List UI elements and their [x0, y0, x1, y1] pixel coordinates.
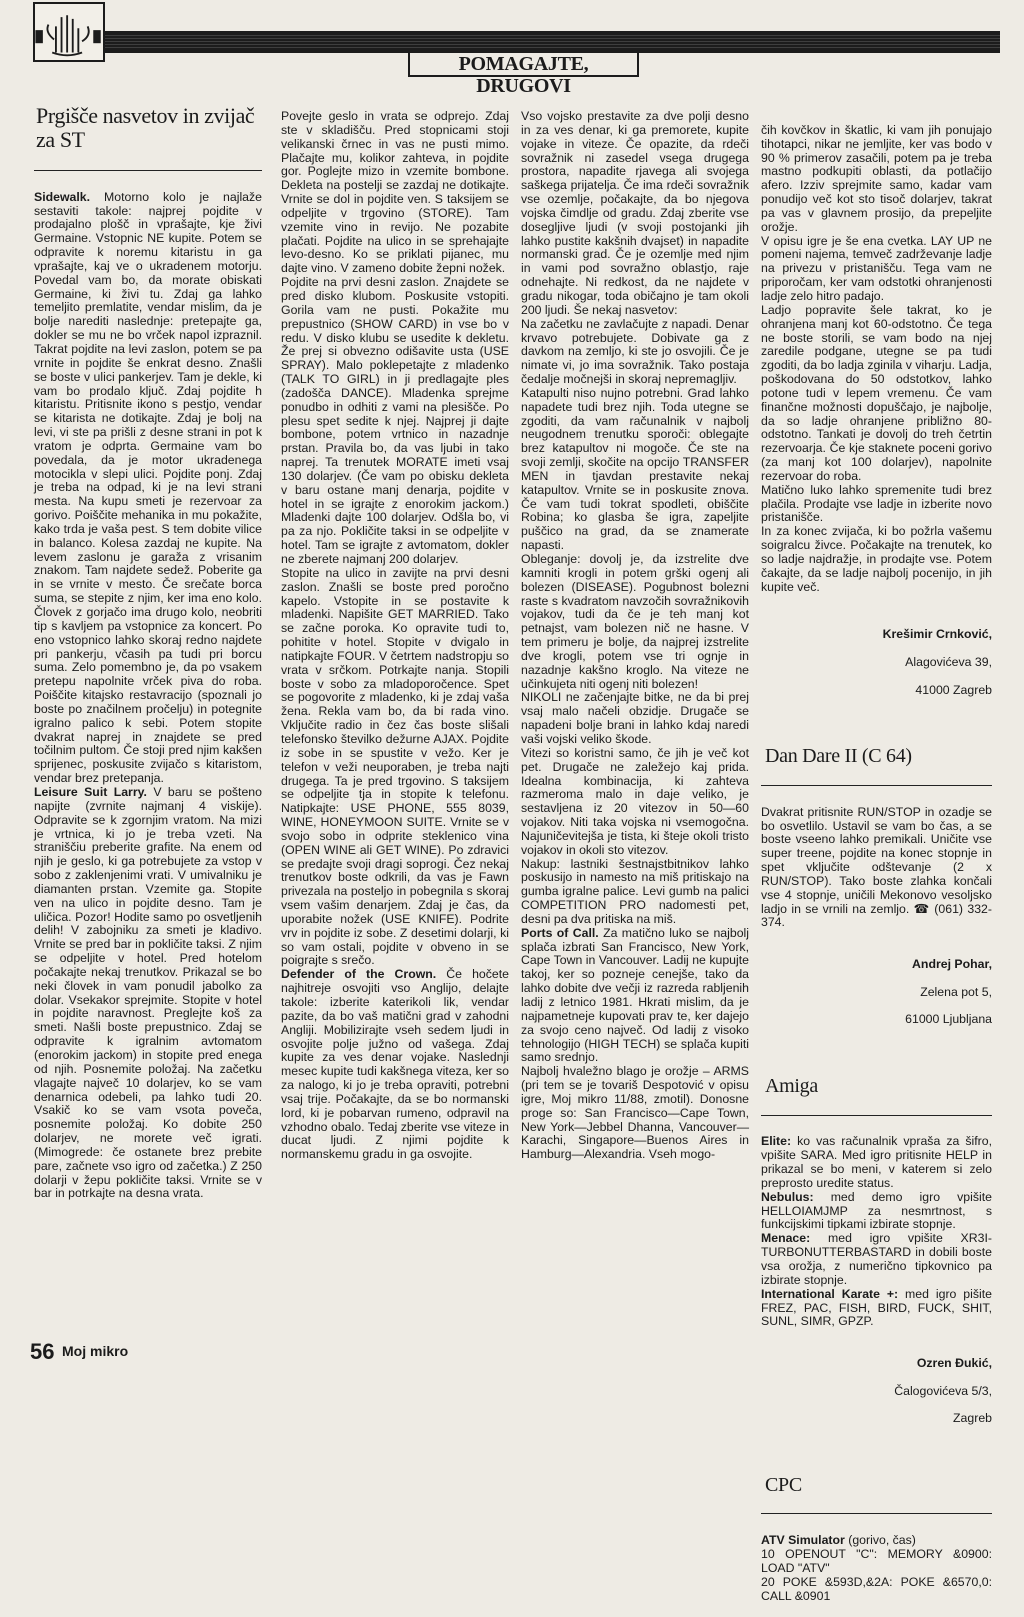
dandare-author-city: 61000 Ljubljana	[905, 1012, 992, 1027]
amiga-author-name: Ozren Đukić,	[916, 1355, 992, 1370]
amiga-text: Elite: ko vas računalnik vpraša za šifro, vpišite SARA. Med igro pritisnite HELP in prikazal se bo meni, v katerem si zelo preprosto uredite status. Nebulus: med demo igro vpišite HELLOIAMJMP za nesmrtnost, s funkcijskimi tipkami izbirate stopnje. Menace: med igro vpišite XR3I-TURBONUTTERBASTARD in dobili boste vsa orožja, z numerično tipkovnico pa izbirate stopnje. International Karate +: med igro pišite FREZ, PAC, FISH, BIRD, FUCK, SHIT, SUNL, SIMR, GPZP.	[761, 1134, 992, 1329]
author-signature	[761, 614, 992, 711]
page-number: 56	[30, 1339, 55, 1364]
title-rule	[34, 170, 262, 171]
column-4-text: čih kovčkov in škatlic, ki vam jih ponujajo tihotapci, nikar ne jemljite, ker vas bodo v 90 % primerov zasačili, potem pa je treba mastno podkupiti oblasti, da potlačijo afero. Izziv sprejmite samo, kadar vam ponudijo več kot sto tisoč dolarjev, takrat pa vas v glavnem prosijo, da prepeljite orožje. V opisu igre je še ena cvetka. LAY UP ne pomeni najema, temveč zadrževanje ladje na privezu v pristanišču. Tega vam ne priporočam, ker vam odstotki ohranjenosti ladje zelo hitro padajo. Ladjo popravite šele takrat, ko je ohranjena manj kot 60-odstotno. Če tega ne boste storili, se vam bodo na njej zaredile podgane, utegne se pa tudi zgoditi, da bo ladja zginila v viharju. Ladja, poškodovana do 50 odstotkov, lahko potone tudi v lepem vremenu. Če vam finančne možnosti dopuščajo, je najbolje, da so ladje ohranjene približno 80-odstotno. Tankati je dovolj do treh četrtin rezervoarja. Če kje staknete poceni gorivo (za manj kot 100 dolarjev), napolnite rezervoar do roba. Matično luko lahko spremenite tudi brez plačila. Prodajte vse ladje in izberite novo pristanišče. In za konec zvijača, ki bo požrla vašemu soigralcu živce. Počakajte na trenutek, ko so ladje najdražje, in prodajte vse. Potem čakajte, da se ladje najbolj pocenijo, in jih kupite več.	[761, 122, 992, 594]
cpc-title: CPC	[765, 1473, 802, 1496]
dandare-author-name: Andrej Pohar,	[912, 956, 992, 971]
amiga-author-city: Zagreb	[953, 1411, 992, 1426]
dandare-text: Dvakrat pritisnite RUN/STOP in ozadje se bo osvetlilo. Ustavil se vam bo čas, a se boste vseeno lahko premikali. Uničite vse super treene, pojdite na konec stopnje in spet vključite odštevanje (2 x RUN/STOP). Tako boste zlahka končali vse 4 stopnje, uničili Mekonovo vesoljsko ladjo in se vrnili na zemljo. ☎ (061) 332-374.	[761, 804, 992, 930]
author-address: Alagovićeva 39,	[905, 654, 992, 669]
amiga-signature	[761, 1343, 992, 1440]
dandare-author-address: Zelena pot 5,	[920, 984, 992, 999]
column-4	[761, 110, 992, 1617]
dandare-rule	[761, 785, 992, 786]
amiga-title: Amiga	[765, 1074, 818, 1097]
amiga-rule	[761, 1115, 992, 1116]
author-city: 41000 Zagreb	[915, 682, 992, 697]
dandare-title: Dan Dare II (C 64)	[765, 744, 912, 767]
author-name: Krešimir Crnković,	[882, 627, 992, 642]
column-3: Vso vojsko prestavite za dve polji desno in za ves denar, ki ga premorete, kupite vojake in viteze. Če opazite, da rdeči sovražnik ni zasedel vsega drugega prostora, napadite rjavega ali svojega saškega prijatelja. Če ima rdeči sovražnik vse ozemlje, počakajte, da bo njegova vojska čimdlje od gradu. Zdaj zberite vse dosegljive ljudi (v svoji postojanki jih lahko pustite kakšnih dvajset) in napadite normanski grad. Če je ozemlje med njim in vami pod sovražno oblastjo, raje odnehajte. Ni redkost, da ne najdete v gradu nikogar, toda običajno je tam okoli 200 ljudi. Še nekaj nasvetov: Na začetku ne zavlačujte z napadi. Denar krvavo potrebujete. Dobivate ga z davkom na zemljo, ki ste jo osvojili. Če je nimate vi, jo ima sovražnik. Tako postaja čedalje močnejši in skoraj nepremagljiv. Katapulti niso nujno potrebni. Grad lahko napadete tudi brez njih. Toda utegne se zgoditi, da vam računalnik v najbolj neugodnem trenutku sporoči: oblegajte brez katapultov ni mogoče. Če ste na svoji zemlji, skočite na opcijo TRANSFER MEN in tjavdan prestavite nekaj katapultov. Vrnite se in poskusite znova. Če vam tudi tokrat spodleti, obiščite Robina; ko glasba še igra, zapeljite puščico na grad, da se znamerate napasti. Obleganje: dovolj je, da izstrelite dve kamniti krogli in potem grški ogenj ali bolezen (DISEASE). Pogubnost bolezni raste s kvadratom navzočih sovražnikovih vojakov, tudi da če je teh manj kot petnajst, vam bolezen nič ne hasne. V tem primeru je bolje, da najprej izstrelite dve krogli, potem vse tri ognje in nazadnje kakšno kroglo. Na viteze ne učinkujeta niti ogenj niti bolezen! NIKOLI ne začenjajte bitke, ne da bi prej vsaj malo načeli obzidje. Drugače se napadeni bolje brani in lahko kdaj naredi vaši vojski veliko škode. Vitezi so koristni samo, če jih je več kot pet. Drugače ne zaležejo kaj prida. Idealna kombinacija, ki zahteva razmeroma malo in daje veliko, je sestavljena iz 20 vitezov in 50—60 vojakov. Niti taka vojska ni vsemogočna. Najuničevitejša je tista, ki šteje okoli tristo vojakov in okoli sto vitezov. Nakup: lastniki šestnajstbitnikov lahko poskusijo in namesto na miš pritiskajo na gumba igralne palice. Levi gumb na palici COMPETITION PRO nadomesti pet, desni pa dva pritiska na miš. Ports of Call. Za matično luko se najbolj splača izbrati San Francisco, New York, Cape Town in Vancouver. Ladij ne kupujte takoj, ker so pozneje cenejše, tako da lahko dobite dve večji iz razreda rabljenih ladij z letnico 1981. Hkrati mislim, da je najpametneje kupovati prav te, ker dajejo za svojo ceno največ. Od ladij z visoko tehnologijo (HIGH TECH) se splača kupiti samo srednjo. Najbolj hvaležno blago je orožje – ARMS (pri tem se je tovariš Despotović v opisu igre, Moj mikro 11/88, zmotil). Donosne proge so: San Francisco—Cape Town, New York—Jebbel Dhanna, Vancouver—Karachi, Singapore—Buenos Aires in Hamburg—Alexandria. Vseh mogo-	[521, 109, 749, 1162]
amiga-author-address: Čalogovićeva 5/3,	[894, 1383, 992, 1398]
dandare-signature	[761, 944, 992, 1041]
header-bar	[34, 31, 1000, 53]
section-label: POMAGAJTE, DRUGOVI	[408, 51, 639, 77]
hands-logo-icon	[33, 2, 105, 62]
cpc-rule	[761, 1513, 992, 1514]
column-1	[34, 166, 262, 1215]
article-title: Prgišče nasvetov in zvijač za ST	[36, 103, 255, 152]
cpc-text: ATV Simulator (gorivo, čas) 10 OPENOUT "C": MEMORY &0900: LOAD "ATV" 20 POKE &593D,&2A: POKE &6570,0: CALL &0901	[761, 1533, 992, 1603]
magazine-name: Moj mikro	[62, 1343, 129, 1359]
column-2: Povejte geslo in vrata se odprejo. Zdaj ste v skladišču. Pred stopnicami stoji velikanski črnec in vas ne pusti mimo. Plačajte mu, kolikor zahteva, in pojdite gor. Poglejte mizo in vzemite bombone. Dekleta na postelji se zazdaj ne dotikajte. Vrnite se dol in pojdite ven. S taksijem se odpeljite v trgovino (STORE). Tam vzemite vino in revijo. Ne pozabite plačati. Pojdite na ulico in se sprehajajte levo-desno. Ko se priklati pijanec, mu dajte vino. V zameno dobite žepni nožek. Pojdite na prvi desni zaslon. Znajdete se pred disko klubom. Poskusite vstopiti. Gorila vam ne pusti. Pokažite mu prepustnico (SHOW CARD) in vse bo v redu. V disko klubu se usedite k dekletu. Že prej si obvezno odišavite usta (USE SPRAY). Malo poklepetajte z mladenko (TALK TO GIRL) in ji predlagajte ples (zadošča DANCE). Mladenka sprejme ponudbo in odhiti z vami na plesišče. Po plesu spet sedite k njej. Najprej ji dajte bombone, potem vrtnico in nazadnje prstan. Pravila bo, da vas ljubi in tako naprej. Ta trenutek MORATE imeti vsaj 130 dolarjev. (Če vam po obisku dekleta v baru ostane manj denarja, pojdite v hotel in se igrajte z enorokim jackom.) Mladenki dajte 100 dolarjev. Odšla bo, vi pa za njo. Pokličite taksi in se odpeljite v hotel. Tam se igrajte z avtomatom, dokler ne zberete najmanj 200 dolarjev. Stopite na ulico in zavijte na prvi desni zaslon. Znašli se boste pred poročno kapelo. Vstopite in se postavite k mladenki. Napišite GET MARRIED. Tako se začne poroka. Ko opravite tudi to, pohitite v hotel. Stopite v dvigalo in natipkajte FOUR. V četrtem nadstropju so vrata v srčkom. Potrkajte nanja. Stopili boste v sobo za mladoporočence. Spet se pogovorite z mladenko, ki je zdaj vaša žena. Rekla vam bo, da bi rada vino. Vključite radio in čez čas boste slišali telefonsko številko dežurne AJAX. Pojdite iz sobe in se spustite v vežo. Ker je telefon v veži neuporaben, je treba najti drugega. Ta je pred trgovino. S taksijem se odpeljite tja in stopite k telefonu. Natipkajte: USE PHONE, 555 8039, WINE, HONEYMOON SUITE. Vrnite se v svojo sobo in odprite steklenico vina (OPEN WINE ali GET WINE). Po zdravici se predajte svoji dragi soprogi. Čez nekaj trenutkov boste odkrili, da vas je Fawn privezala na posteljo in pobegnila s skoraj vsem vašim denarjem. Zdaj je čas, da uporabite nožek (USE KNIFE). Podrite vrv in pojdite iz sobe. Z desetimi dolarji, ki so vam ostali, pojdite v obveno in se poigrajte s srečo. Defender of the Crown. Če hočete najhitreje osvojiti vso Anglijo, delajte takole: izberite katerikoli lik, vendar pazite, da bo vaš matični grad v zahodni Angliji. Mobilizirajte vseh sedem ljudi in osvojite polje južno od vašega. Zdaj kupite za ves denar vojake. Naslednji mesec kupite tudi kakšnega viteza, ker so za nalogo, ki jo je treba opraviti, potrebni vsaj trije. Počakajte, da se bo normanski lord, ki je pobarvan rumeno, odpravil na vzhodno obalo. Tedaj zberite vse viteze in ducat ljudi. Z njimi pojdite k normanskemu gradu in ga osvojite.	[281, 109, 509, 1162]
column-1-text: Sidewalk. Motorno kolo je najlaže sestaviti takole: najprej pojdite v prodajalno plošč in vprašajte, kje živi Germaine. Vstopnic NE kupite. Potem se odpravite k noremu kitaristu in ga vprašajte, kaj ve o ukradenem motorju. Povedal vam bo, da morate obiskati Germaine, ki živi tu. Zdaj ga lahko temeljito premlatite, vendar mislim, da je bolje narediti naslednje: pretepajte ga, dokler se mu ne bo vrček napol izpraznil. Takrat pojdite na levi zaslon, potem se pa vrnite in pojdite še enkrat desno. Znašli se boste v ulici pankerjev. Tam je dekle, ki vam bo prodalo ključ. Zdaj pojdite h kitaristu. Pritisnite ikono s pestjo, vendar se kitarista ne dotikajte. Zdaj je bolj na levi, vi ste pa prišli z desne strani in pot k vratom je odprta. Germaine vam bo povedala, da je motor ukradenega motociklа v slepi ulici. Pojdite ponj. Zdaj je treba na odpad, ki je na levi strani mesta. Na kupu smeti je rezervoar za gorivo. Poiščite mehanika in mu pokažite, kako trda je vaša pest. S tem dobite vilice in balanco. Kolesa zazdaj ne kupite. Na levem zaslonu je garaža z vrisanim znakom. Tam najdete sedež. Poberite ga in se vrnite v mesto. Če srečate borca suma, se stepite z njim, ker ima eno kolo. Človek z gorjačo ima drugo kolo, neobriti tip s kavljem pa vstopnice za koncert. Po eno vstopnico lahko skoraj redno najdete pri pankerju, včasih pa tudi pri borcu suma. Zelo pomembno je, da po vsakem pretepu napolnite vrček piva do roba. Poiščite kitajsko restavracijo (spoznali jo boste po značilnem pročelju) in potegnite igralno palico k sebi. Potem stopite dvakrat naprej in znajdete se pred točilnim pultom. Če stoji pred njim kakšen sprijenec, poskusite zvijačo s kitaristom, vendar brez pretepanja. Leisure Suit Larry. V baru se pošteno napijte (zvrnite najmanj 4 viskije). Odpravite se k zgornjim vratom. Na mizi je vrtnica, ki jo je treba vzeti. Na straniščiu preberite grafite. Na enem od njih je geslo, ki ga potrebujete za vstop v sobo z zaklenjenimi vrati. V umivalniku je diamanten prstan. Vzemite ga. Stopite ven na ulico in pojdite desno. Tam je uličica. Pozor! Hodite samo po osvetljenih delih! V zabojniku za smeti je kladivo. Vrnite se pred bar in pokličite taksi. Z njim se odpeljite v hotel. Pred hotelom počakajte nekaj trenutkov. Prikazal se bo neki človek in vam ponudil jabolko za dolar. Vsekakor sprejmite. Stopite v hotel in pojdite naravnost. Preglejte koš za smeti. Našli boste prepustnico. Zdaj se odpravite k igralnim avtomatom (enorokim jackom) in stopite pred enega od njih. Posnemite položaj. Na začetku vlagajte največ 10 dolarjev, ko se vam denarnica odebeli, pa lahko tudi 20. Vsakič ko se vam vsota poveča, posnemite položaj. Ko dobite 250 dolarjev, ne morete več igrati. (Mimogrede: če ostanete brez prebite pare, začnete vso igro od začetka.) Z 250 dolarji v žepu pokličite taksi. Vrnite se v bar in potrkajte na desna vrata.	[34, 189, 262, 1201]
